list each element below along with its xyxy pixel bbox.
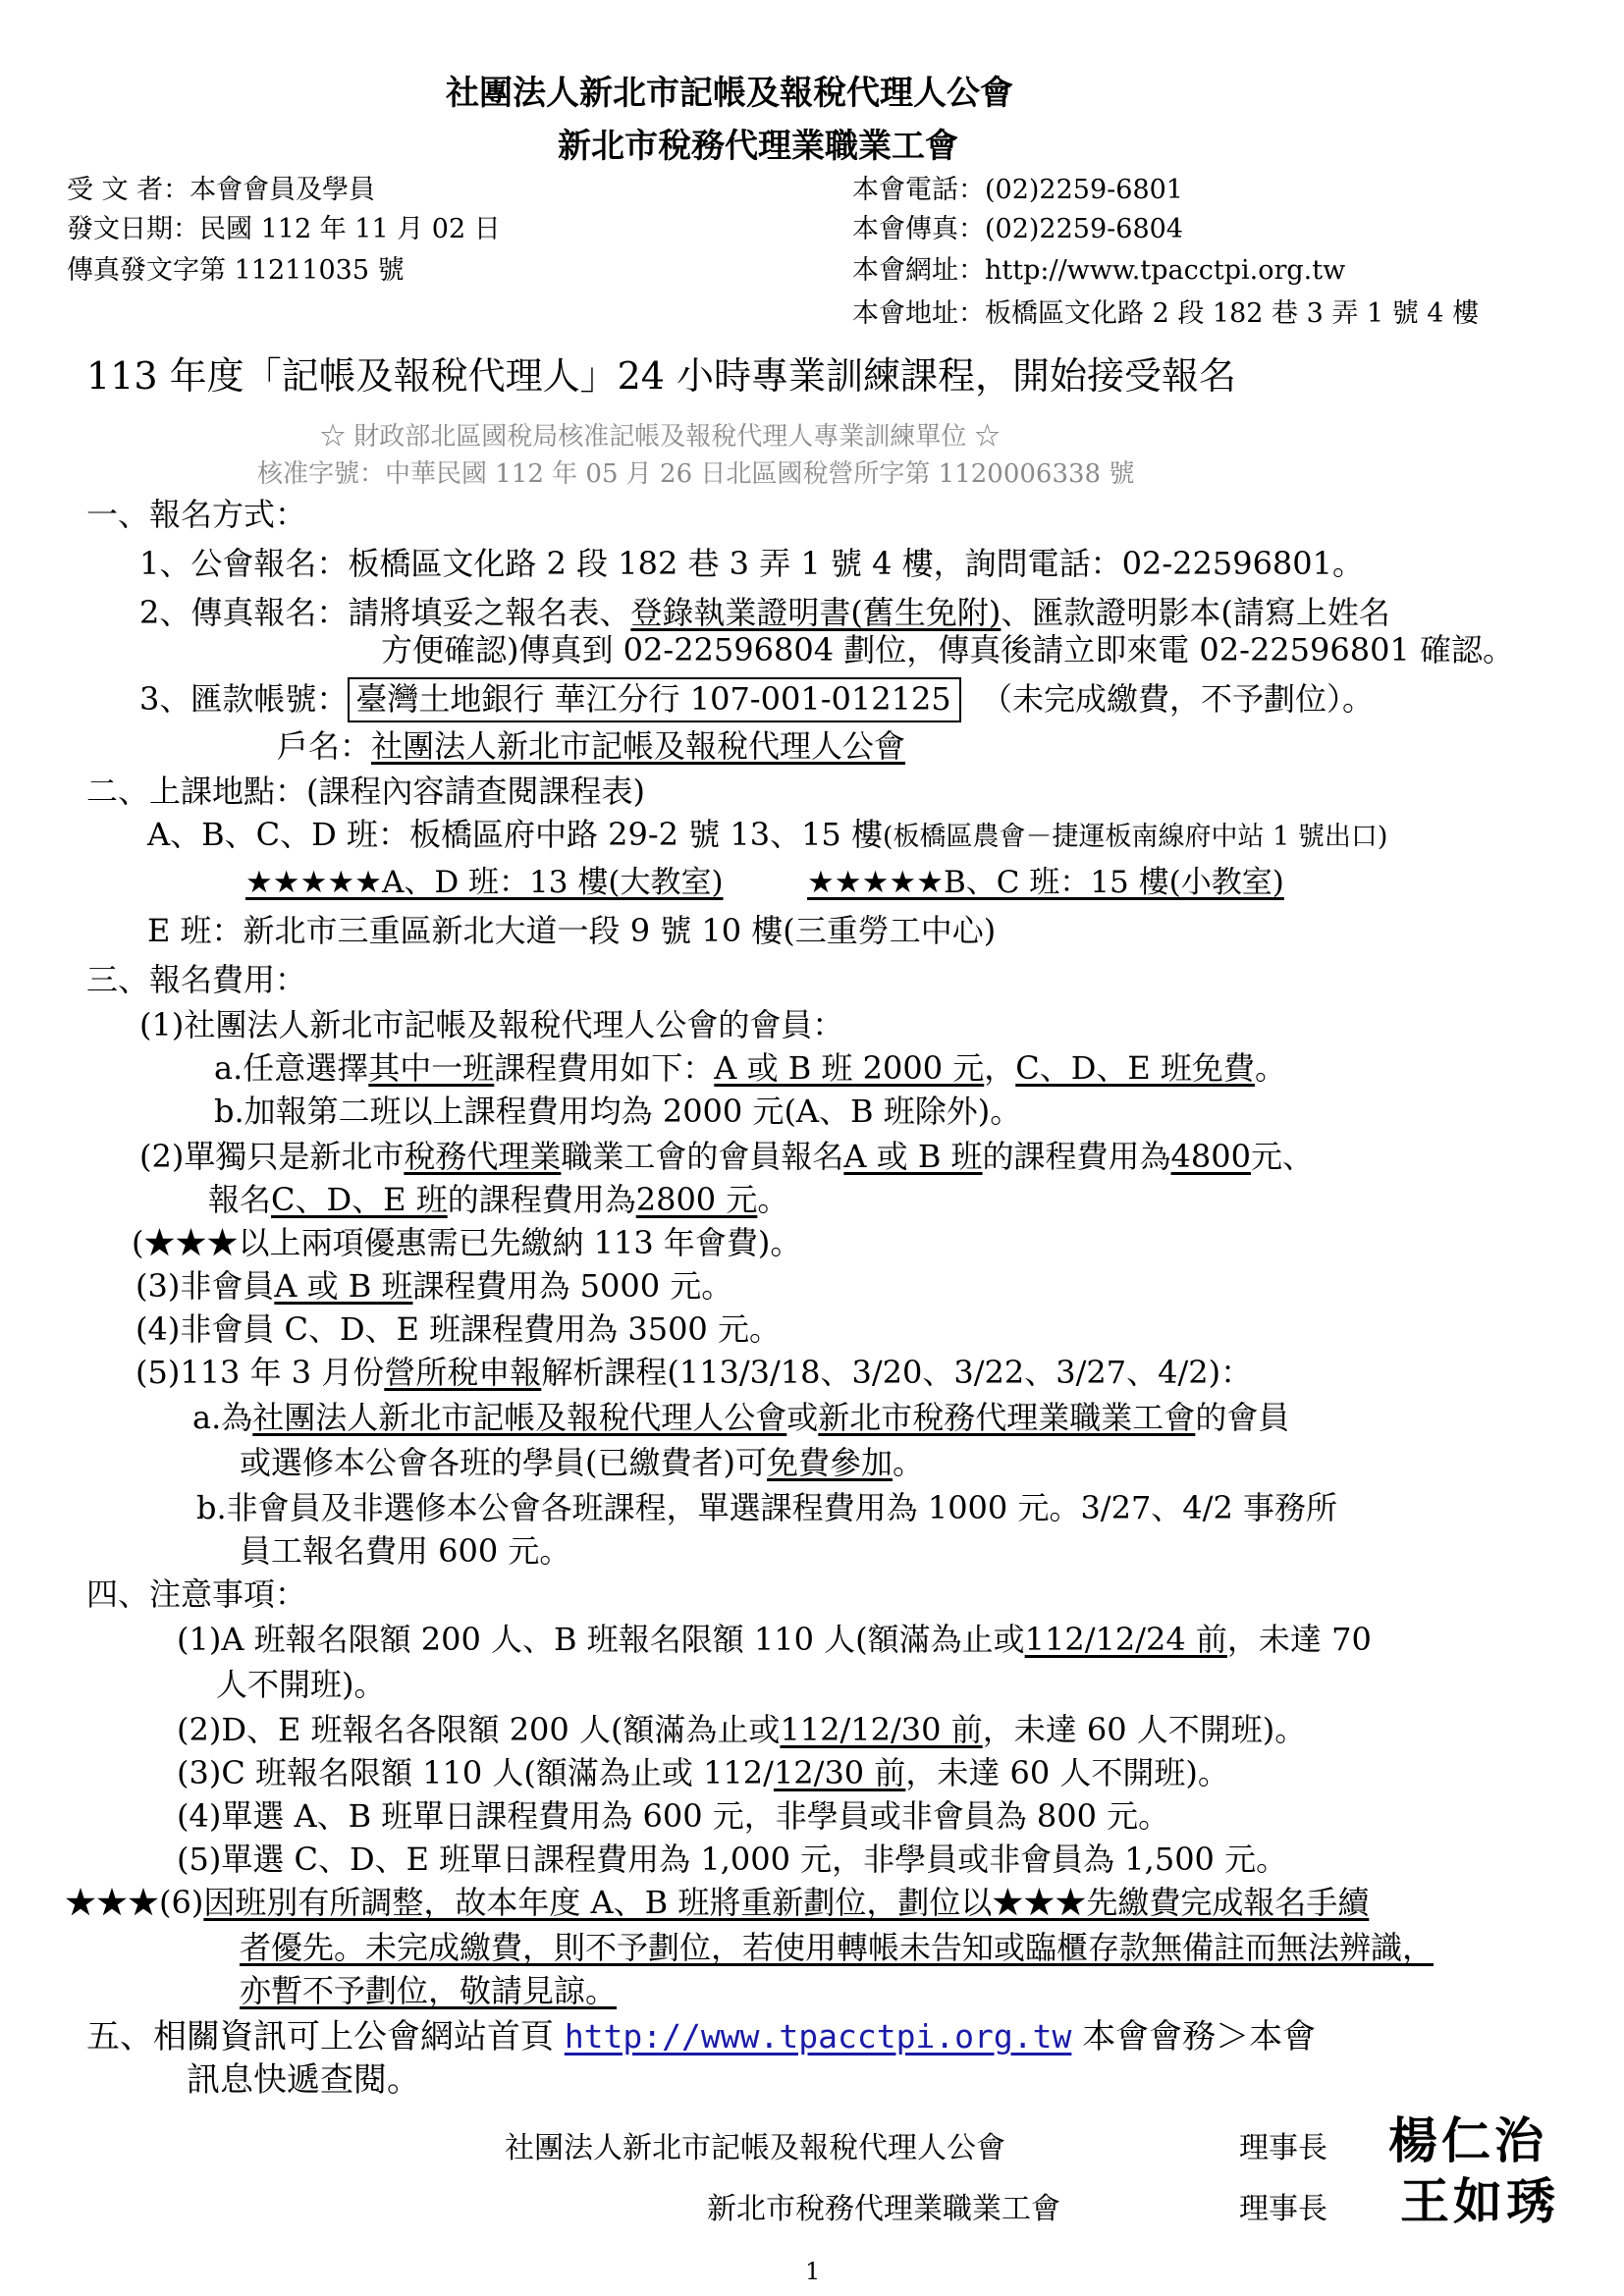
s3-p1-a-4: 。	[1254, 1049, 1286, 1087]
s4-n3-1: (3)C 班報名限額 110 人(額滿為止或 112/	[177, 1754, 774, 1791]
account-name-prefix: 戶名：	[277, 727, 372, 765]
s3-p1-a-u2: A 或 B 班 2000 元	[714, 1049, 985, 1087]
s4-n3-u: 12/30 前	[773, 1754, 906, 1791]
signature-name-2: 王如琇	[1400, 2172, 1559, 2230]
s3-p5a-l2-u: 免費參加	[766, 1444, 893, 1481]
s2-abcd-location	[147, 816, 1388, 853]
s3-p3-1: (3)非會員	[135, 1267, 275, 1305]
s1-item-2-prefix: 2、傳真報名：請將填妥之報名表、	[139, 594, 631, 631]
contact-phone: 本會電話：(02)2259-6801	[852, 175, 1183, 205]
s3-p5a-1: a.為	[192, 1399, 253, 1436]
s4-n1-1: (1)A 班報名限額 200 人、B 班報名限額 110 人(額滿為止或	[177, 1621, 1025, 1658]
s3-p5-1: (5)113 年 3 月份	[135, 1354, 385, 1391]
s4-n2-1: (2)D、E 班報名各限額 200 人(額滿為止或	[177, 1711, 781, 1748]
s1-item-3	[139, 680, 1375, 718]
s4-n6-u1: 因班別有所調整，故本年度 A、B 班將重新劃位，劃位以★★★先繳費完成報名手續	[203, 1884, 1370, 1921]
s3-p2-2: 職業工會的會員報名	[561, 1138, 844, 1175]
section-5	[86, 2017, 1317, 2056]
s3-p1-a-3: ，	[984, 1049, 1016, 1087]
s3-p2-3: 的課程費用為	[982, 1138, 1171, 1175]
s3-p5-b: b.非會員及非選修本公會各班課程，單選課程費用為 1000 元。3/27、4/2 事務所	[196, 1489, 1337, 1526]
s3-p5a-l2-1: 或選修本公會各班的學員(已繳費者)可	[240, 1444, 767, 1481]
contact-address: 本會地址：板橋區文化路 2 段 182 巷 3 弄 1 號 4 樓	[852, 298, 1480, 329]
s4-n6-stars: ★★★	[65, 1884, 160, 1921]
s1-item-2	[139, 594, 1390, 631]
contact-website: 本會網址：http://www.tpacctpi.org.tw	[852, 255, 1346, 286]
signature-title-1: 理事長	[1239, 2131, 1327, 2165]
room-ad: ★★★★★A、D 班：13 樓(大教室)	[245, 865, 724, 900]
org-name-1: 社團法人新北市記帳及報稅代理人公會	[446, 74, 1013, 113]
website-link[interactable]: http://www.tpacctpi.org.tw	[564, 2017, 1072, 2056]
s4-n2	[177, 1711, 1307, 1748]
s4-n3-2: ，未達 60 人不開班)。	[905, 1754, 1229, 1791]
s1-item-3-prefix: 3、匯款帳號：	[139, 680, 349, 718]
s3-p5-2: 解析課程(113/3/18、3/20、3/22、3/27、4/2)：	[541, 1354, 1253, 1391]
s3-p3-2: 課程費用為 5000 元。	[412, 1267, 733, 1305]
s3-p3	[135, 1267, 733, 1305]
document-number: 傳真發文字第 11211035 號	[67, 255, 405, 286]
s3-p5a-l2-2: 。	[893, 1444, 925, 1481]
s3-p1-a	[214, 1049, 1286, 1087]
s4-n2-u: 112/12/30 前	[780, 1711, 983, 1748]
s3-p2-4: 元、	[1250, 1138, 1314, 1175]
s4-n1	[177, 1621, 1372, 1658]
s3-p5-a	[192, 1399, 1290, 1436]
s1-item-2-rest: 、匯款證明影本(請寫上姓名	[1001, 594, 1390, 631]
section-3-heading: 三、報名費用：	[86, 961, 307, 998]
s3-p2b-u1: C、D、E 班	[271, 1181, 448, 1218]
s4-n6-line-3: 亦暫不予劃位，敬請見諒。	[240, 1972, 618, 2009]
s3-p1-b: b.加報第二班以上課程費用均為 2000 元(A、B 班除外)。	[214, 1093, 1022, 1130]
section-5-heading: 五、相關資訊可上公會網站首頁	[86, 2017, 554, 2056]
s1-item-1: 1、公會報名：板橋區文化路 2 段 182 巷 3 弄 1 號 4 樓，詢問電話：02-22596801。	[139, 545, 1365, 582]
s3-p3-u: A 或 B 班	[274, 1267, 413, 1305]
s1-item-2-line-2: 方便確認)傳真到 02-22596804 劃位，傳真後請立即來電 02-22596801 確認。	[381, 631, 1514, 668]
s3-p5-b-line-2: 員工報名費用 600 元。	[240, 1532, 571, 1570]
s3-p5-u: 營所稅申報	[384, 1354, 542, 1391]
recipient: 受 文 者：本會會員及學員	[67, 175, 376, 205]
section-5-rest: 本會會務＞本會	[1082, 2017, 1317, 2056]
s3-p2b-3: 。	[757, 1181, 789, 1218]
s3-p5a-u1: 社團法人新北市記帳及報稅代理人公會	[252, 1399, 787, 1436]
approval-line-2: 核准字號：中華民國 112 年 05 月 26 日北區國稅營所字第 1120006338 號	[257, 459, 1135, 489]
s4-n6-1: (6)	[159, 1884, 204, 1921]
s4-n2-2: ，未達 60 人不開班)。	[982, 1711, 1307, 1748]
page-title: 113 年度「記帳及報稅代理人」24 小時專業訓練課程，開始接受報名	[86, 354, 1237, 398]
signature-title-2: 理事長	[1239, 2192, 1327, 2226]
room-bc: ★★★★★B、C 班：15 樓(小教室)	[807, 865, 1284, 900]
s3-p5a-u2: 新北市稅務代理業職業工會	[818, 1399, 1196, 1436]
s3-p2-u1: 稅務代理業	[404, 1138, 562, 1175]
signature-org-1: 社團法人新北市記帳及報稅代理人公會	[505, 2131, 1005, 2165]
s2-e-location: E 班：新北市三重區新北大道一段 9 號 10 樓(三重勞工中心)	[147, 912, 997, 949]
section-4-heading: 四、注意事項：	[86, 1575, 307, 1613]
bank-account-box: 臺灣土地銀行 華江分行 107-001-012125	[348, 677, 960, 722]
s3-p2b-u2: 2800 元	[635, 1181, 758, 1218]
s3-p2	[139, 1138, 1314, 1175]
s3-p2-note: (★★★以上兩項優惠需已先繳納 113 年會費)。	[132, 1224, 802, 1261]
signature-org-2: 新北市稅務代理業職業工會	[707, 2192, 1060, 2226]
s3-p5a-3: 的會員	[1195, 1399, 1290, 1436]
s4-n5: (5)單選 C、D、E 班單日課程費用為 1,000 元，非學員或非會員為 1,500 元。	[177, 1841, 1288, 1878]
s2-abcd-address: A、B、C、D 班：板橋區府中路 29-2 號 13、15 樓	[147, 816, 883, 853]
s3-p1-a-2: 課程費用如下：	[494, 1049, 715, 1087]
s3-p2b-1: 報名	[208, 1181, 272, 1218]
section-1-heading: 一、報名方式：	[86, 496, 307, 533]
s3-p5a-2: 或	[786, 1399, 819, 1436]
s1-item-3-note: （未完成繳費，不予劃位）。	[981, 680, 1375, 718]
account-name	[277, 727, 906, 765]
s4-n3	[177, 1754, 1229, 1791]
s3-p2-1: (2)單獨只是新北市	[139, 1138, 405, 1175]
org-name-2: 新北市稅務代理業職業工會	[558, 127, 958, 166]
s4-n1-u: 112/12/24 前	[1024, 1621, 1227, 1658]
issue-date: 發文日期：民國 112 年 11 月 02 日	[67, 214, 501, 244]
s4-n1-2: ，未達 70	[1226, 1621, 1372, 1658]
s4-n6	[65, 1884, 1370, 1921]
section-5-line-2: 訊息快遞查閱。	[187, 2060, 420, 2100]
contact-fax: 本會傳真：(02)2259-6804	[852, 214, 1183, 244]
s3-p5-a-line-2	[240, 1444, 925, 1481]
s3-p2-u3: 4800	[1170, 1138, 1251, 1175]
s4-n1-line-2: 人不開班)。	[216, 1666, 386, 1703]
signature-name-1: 楊仁治	[1388, 2111, 1547, 2169]
s4-n6-line-2: 者優先。未完成繳費，則不予劃位，若使用轉帳未告知或臨櫃存款無備註而無法辨識，	[240, 1929, 1435, 1966]
section-2-heading: 二、上課地點：(課程內容請查閱課程表)	[86, 773, 645, 810]
page-number: 1	[805, 2258, 821, 2285]
account-name-value: 社團法人新北市記帳及報稅代理人公會	[371, 727, 906, 765]
s3-p2b-2: 的課程費用為	[447, 1181, 636, 1218]
s3-p2-line-2	[208, 1181, 789, 1218]
s3-p1-a-u1: 其中一班	[368, 1049, 495, 1087]
s3-p4: (4)非會員 C、D、E 班課程費用為 3500 元。	[135, 1310, 781, 1348]
approval-line-1: ☆ 財政部北區國稅局核准記帳及報稅代理人專業訓練單位 ☆	[320, 422, 1001, 452]
s3-p2-u2: A 或 B 班	[843, 1138, 983, 1175]
s3-p1-a-1: a.任意選擇	[214, 1049, 369, 1087]
s4-n4: (4)單選 A、B 班單日課程費用為 600 元，非學員或非會員為 800 元。	[177, 1797, 1170, 1835]
s3-p1: (1)社團法人新北市記帳及報稅代理人公會的會員：	[139, 1006, 844, 1043]
s1-item-2-license: 登錄執業證明書(舊生免附)	[630, 594, 1001, 631]
s3-p5	[135, 1354, 1253, 1391]
s2-abcd-note: (板橋區農會－捷運板南線府中站 1 號出口)	[882, 822, 1388, 852]
s3-p1-a-u3: C、D、E 班免費	[1015, 1049, 1255, 1087]
